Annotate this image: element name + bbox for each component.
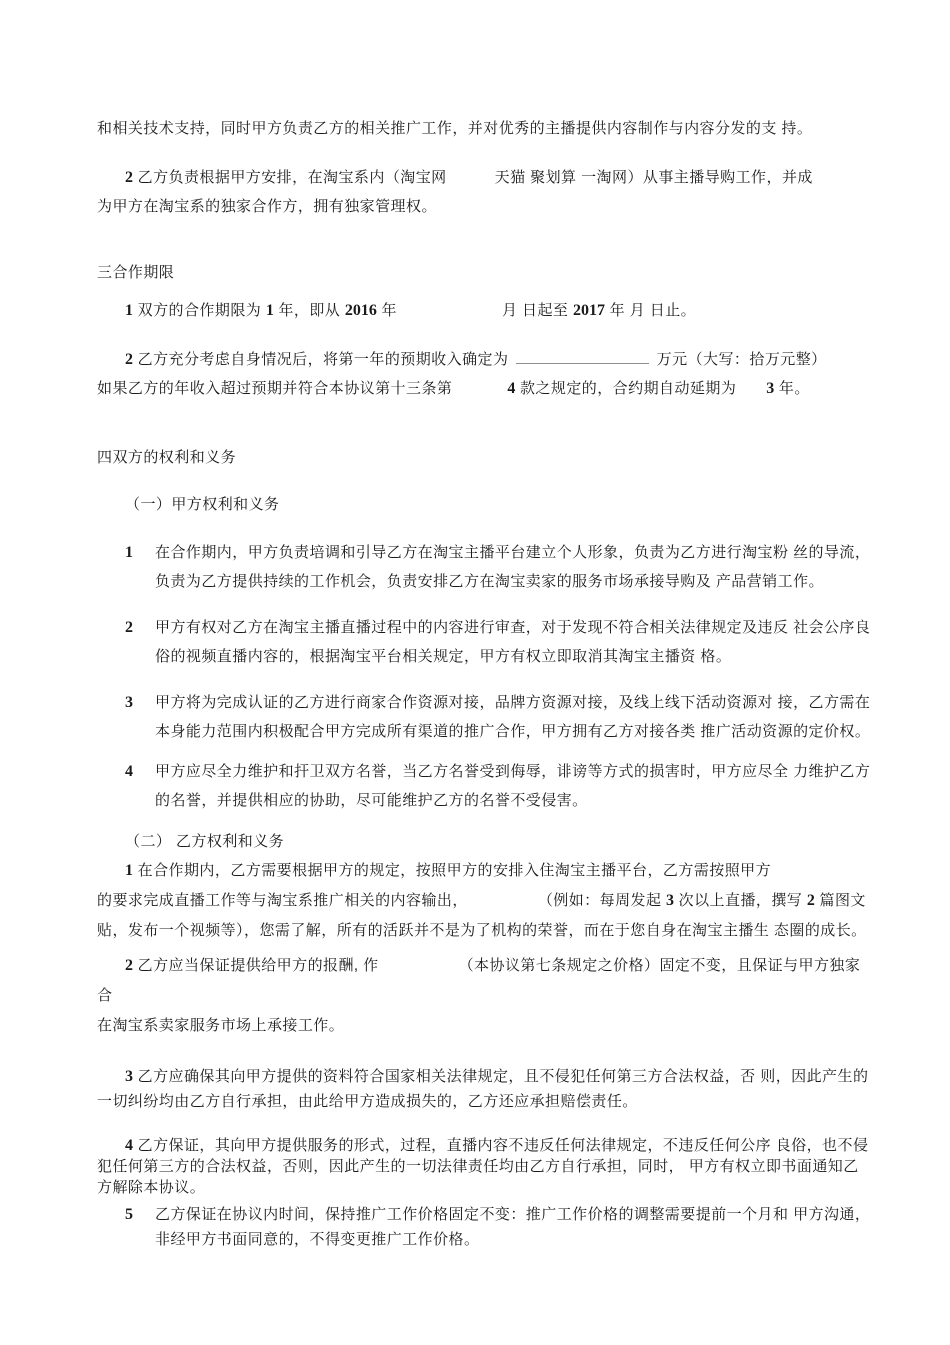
serial-number: 4 [507, 380, 516, 397]
serial-number: 2 [125, 351, 133, 368]
text-run: 年，即从 [273, 302, 345, 319]
party-b-clause-4 [97, 1135, 872, 1198]
serial-number: 3 [766, 380, 775, 397]
party-a-item-4 [97, 757, 872, 815]
text-run: （二） 乙方权利和义务 [125, 833, 285, 850]
text-run: 月 日起至 [501, 302, 574, 319]
text-run: 天猫 聚划算 一淘网）从事主播导购工作，并成 [494, 169, 813, 186]
text-run: 款之规定的，合约期自动延期为 [515, 380, 737, 397]
text-run: 年 [376, 302, 397, 319]
serial-number: 2 [125, 957, 133, 974]
text-run: 甲方有权对乙方在淘宝主播直播过程中的内容进行审查，对于发现不符合相关法律规定及违反 社会公序良俗的视频直播内容的，根据淘宝平台相关规定，甲方有权立即取消其淘宝主播资 格。 [155, 619, 871, 665]
party-b-item-5 [97, 1202, 872, 1252]
section-3-heading [97, 258, 872, 287]
blank-space [397, 313, 502, 315]
text-run: 和相关技术支持，同时甲方负责乙方的相关推广工作，并对优秀的主播提供内容制作与内容分发的支 持。 [97, 120, 813, 137]
item-number: 4 [125, 763, 133, 780]
item-number: 5 [125, 1206, 133, 1223]
party-a-subheading [97, 490, 872, 519]
text-run: 的要求完成直播工作等与淘宝系推广相关的内容输出， [97, 892, 468, 909]
text-run: 在淘宝系卖家服务市场上承接工作。 [97, 1017, 345, 1034]
text-run: 乙方应确保其向甲方提供的资料符合国家相关法律规定，且不侵犯任何第三方合法权益，否 则，因此产生的一切纠纷均由乙方自行承担，由此给甲方造成损失的，乙方还应承担赔偿责任。 [97, 1068, 869, 1110]
party-a-item-2 [97, 613, 872, 671]
serial-number: 3 [125, 1068, 133, 1085]
party-b-clause-3 [97, 1064, 872, 1114]
serial-number: 1 [125, 862, 133, 879]
item-number: 3 [125, 694, 133, 711]
party-a-item-3 [97, 688, 872, 746]
clause-2-paragraph [97, 163, 872, 221]
text-run: 如果乙方的年收入超过预期并符合本协议第十三条第 [97, 380, 453, 397]
text-run: （一）甲方权利和义务 [125, 496, 280, 513]
fill-in-blank [516, 350, 649, 364]
text-run: （本协议第七条规定之价格）固定不变，且保证与甲方独家合 [97, 957, 861, 1004]
text-run: 在合作期内，乙方需要根据甲方的规定，按照甲方的安排入住淘宝主播平台，乙方需按照甲方 [133, 862, 772, 879]
section-3-clause-1 [97, 296, 872, 325]
serial-number: 2 [806, 892, 815, 909]
text-run: 万元（大写：拾万元整） [652, 351, 827, 368]
party-b-clause-1 [97, 856, 872, 946]
blank-space [379, 968, 459, 970]
text-run: （例如：每周发起 [537, 892, 667, 909]
party-b-clause-2 [97, 951, 872, 1041]
serial-number: 1 [265, 302, 274, 319]
text-run: 乙方保证在协议内时间，保持推广工作价格固定不变：推广工作价格的调整需要提前一个月和 甲方沟通，非经甲方书面同意的，不得变更推广工作价格。 [155, 1206, 871, 1248]
serial-number: 2 [125, 169, 133, 186]
text-run: 三合作期限 [97, 264, 175, 281]
text-run: 乙方充分考虑自身情况后，将第一年的预期收入确定为 [133, 351, 514, 368]
clause-support-paragraph [97, 114, 872, 143]
blank-space [447, 180, 495, 182]
blank-space [452, 391, 507, 393]
blank-space [468, 903, 538, 905]
text-run: 乙方负责根据甲方安排，在淘宝系内（淘宝网 [133, 169, 447, 186]
item-number: 2 [125, 619, 133, 636]
section-4-heading [97, 443, 872, 472]
serial-number: 1 [125, 302, 133, 319]
text-run: 篇图文贴，发布一个视频等），您需了解，所有的活跃并不是为了机构的荣誉，而在于您自身在淘宝主播生 态圈的成长。 [97, 892, 867, 939]
text-run: 甲方应尽全力维护和扞卫双方名誉，当乙方名誉受到侮辱，诽谤等方式的损害时，甲方应尽全 力维护乙方的名誉，并提供相应的协助，尽可能维护乙方的名誉不受侵害。 [155, 763, 871, 809]
text-run: 甲方将为完成认证的乙方进行商家合作资源对接，品牌方资源对接，及线上线下活动资源对 接，乙方需在本身能力范围内积极配合甲方完成所有渠道的推广合作，甲方拥有乙方对接各类 推广活动资源的定价权。 [155, 694, 871, 740]
text-run: 乙方应当保证提供给甲方的报酬, 作 [133, 957, 379, 974]
party-b-subheading [97, 827, 872, 856]
serial-number: 3 [666, 892, 675, 909]
item-number: 1 [125, 544, 133, 561]
text-run: 年。 [774, 380, 810, 397]
text-run: 在合作期内，甲方负责培调和引导乙方在淘宝主播平台建立个人形象，负责为乙方进行淘宝粉 丝的导流，负责为乙方提供持续的工作机会，负责安排乙方在淘宝卖家的服务市场承接导购及 产品营销工作。 [155, 544, 871, 590]
text-run: 年 月 日止。 [605, 302, 697, 319]
text-run: 乙方保证，其向甲方提供服务的形式，过程，直播内容不违反任何法律规定，不违反任何公序 良俗，也不侵犯任何第三方的合法权益，否则，因此产生的一切法律责任均由乙方自行承担，同时， 甲方有权立即书面通知乙方解除本协议。 [97, 1137, 869, 1196]
text-run: 次以上直播，撰写 [674, 892, 807, 909]
section-3-clause-2 [97, 345, 872, 403]
text-run: 双方的合作期限为 [133, 302, 266, 319]
blank-space [736, 391, 766, 393]
serial-number: 2017 [573, 302, 606, 319]
serial-number: 2016 [344, 302, 377, 319]
document-body [97, 114, 872, 1252]
serial-number: 4 [125, 1137, 133, 1154]
text-run: 四双方的权利和义务 [97, 449, 237, 466]
party-a-item-1 [97, 538, 872, 596]
text-run: 为甲方在淘宝系的独家合作方，拥有独家管理权。 [97, 198, 437, 215]
